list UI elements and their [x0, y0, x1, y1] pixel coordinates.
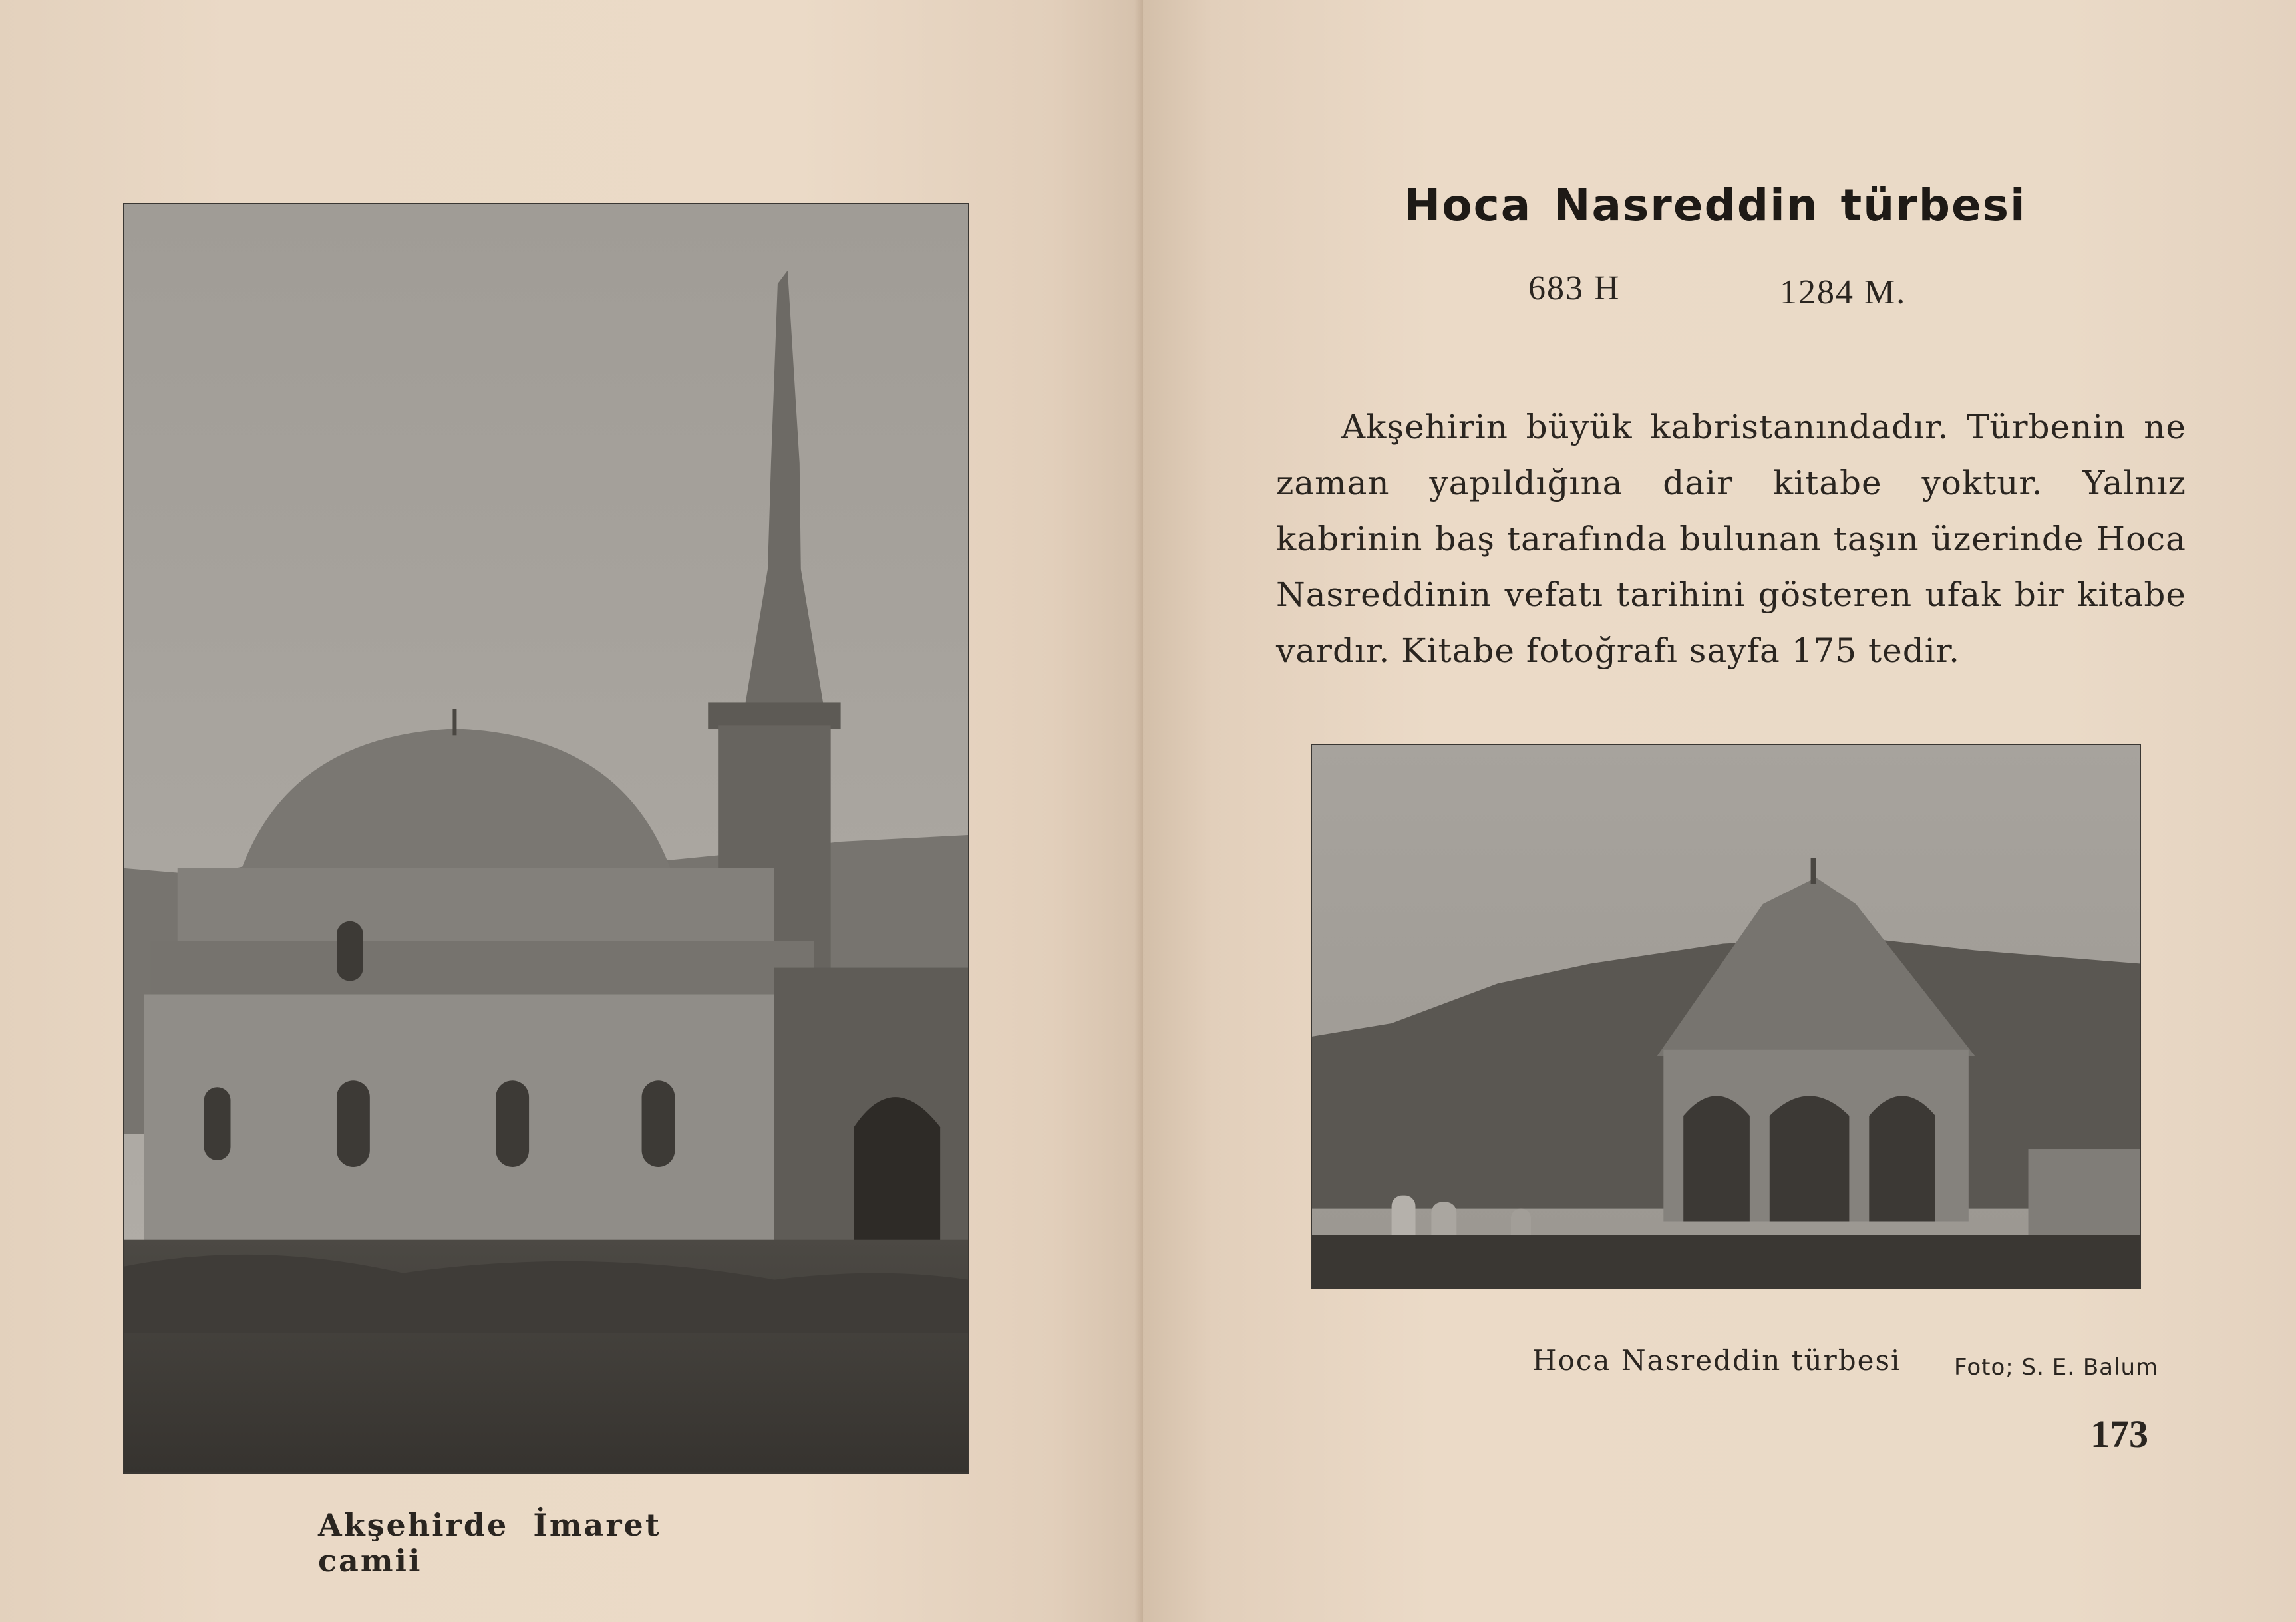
left-photo-caption: Akşehirde İmaret camii [318, 1507, 662, 1579]
photo-credit: Foto; S. E. Balum [1954, 1354, 2159, 1380]
mosque-photo [123, 203, 969, 1474]
page-title: Hoca Nasreddin türbesi [1404, 180, 2027, 231]
date-hijri: 683 H [1528, 269, 1621, 307]
tomb-illustration [1312, 745, 2140, 1288]
right-photo-caption: Hoca Nasreddin türbesi [1532, 1344, 1901, 1377]
left-page [0, 0, 1143, 1622]
tomb-photo [1311, 744, 2141, 1289]
mosque-illustration [124, 204, 968, 1472]
date-miladi: 1284 M. [1780, 273, 1907, 311]
page-number: 173 [2090, 1412, 2148, 1456]
body-paragraph: Akşehirin büyük kabristanındadır. Türbenin ne zaman yapıldığına dair kitabe yoktur. Yalnız kabrinin baş tarafında bulunan taşın üzerinde Hoca Nasreddinin vefatı tarihini gösteren ufak bir kitabe vardır. Kitabe fotoğrafı sayfa 175 tedir. [1276, 408, 2186, 670]
